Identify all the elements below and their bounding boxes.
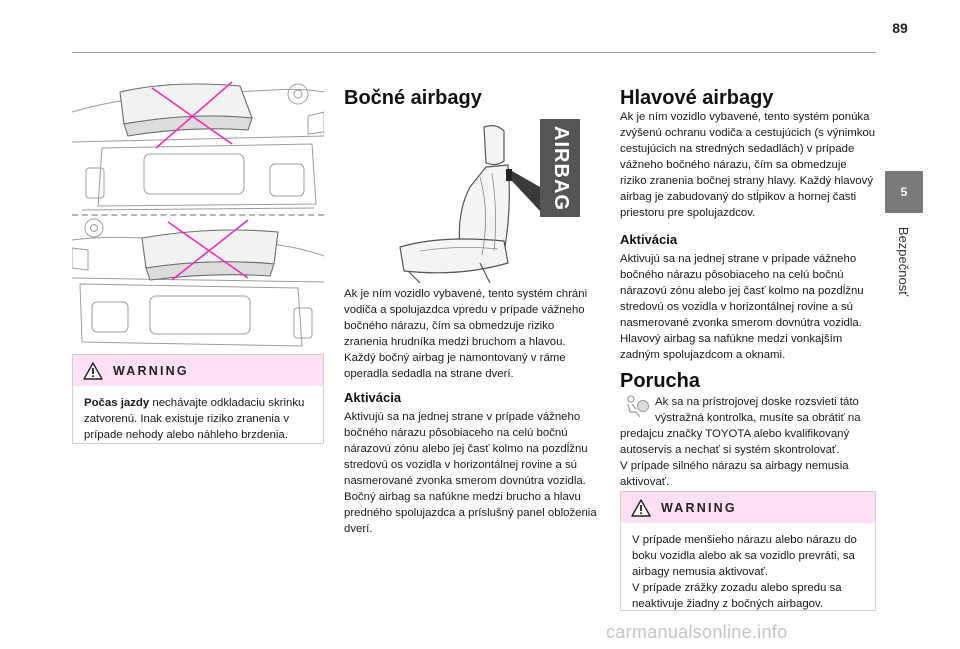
airbag-warning-lamp-icon <box>622 394 650 418</box>
side-airbags-intro: Ak je ním vozidlo vybavené, tento systém chráni vodiča a spolujazdca vpredu v prípade vážneho bočného nárazu, čím sa obmedzuje riziko zranenia hrudníka medzi bruchom a hlavou. Každý bočný airbag je namontovaný v ráme operadla sedadla na strane dverí. <box>344 288 588 380</box>
airbag-label-band <box>540 119 580 217</box>
warning-title: WARNING <box>661 500 737 515</box>
warning-title: WARNING <box>113 363 189 378</box>
chapter-tab-label[interactable]: Bezpečnosť <box>896 226 912 296</box>
fault-line-2: výstražná kontrolka, musíte sa obrátiť na <box>655 412 861 424</box>
chapter-tab-number[interactable]: 5 <box>885 171 923 213</box>
fault-text: predajcu značky TOYOTA alebo kvalifikovaný autoservis a nechať si systém skontrolovať. <box>620 428 850 456</box>
airbag-label: AIRBAG <box>549 125 572 211</box>
warning-paragraph-1: V prípade menšieho nárazu alebo nárazu do boku vozidla alebo ak sa vozidlo prevráti, sa airbagy nemusia aktivovať. <box>632 534 857 578</box>
page-number: 89 <box>892 20 908 36</box>
curtain-airbags-title: Hlavové airbagy <box>620 87 774 109</box>
fault-warning-box <box>620 491 876 611</box>
warning-paragraph-2: V prípade zrážky zozadu alebo spredu sa neaktivuje žiadny z bočných airbagov. <box>632 582 842 610</box>
side-airbags-activation-title: Aktivácia <box>344 390 402 405</box>
curtain-airbags-activation-title: Aktivácia <box>620 232 678 247</box>
warning-header <box>73 355 323 386</box>
curtain-airbags-intro: Ak je ním vozidlo vybavené, tento systém ponúka zvýšenú ochranu vodiča a cestujúcich (s výnimkou cestujúcich na stredných sedadlách) v prípade vážneho bočného nárazu, čím sa obmedzuje riziko zranenia bočnej strany hlavy. Každý hlavový airbag je zabudovaný do stĺpikov a hornej časti priestoru pre spolujazdcov. <box>620 111 876 219</box>
glovebox-warning-box <box>72 354 324 444</box>
warning-triangle-icon <box>631 499 651 517</box>
fault-text-severe: V prípade silného nárazu sa airbagy nemusia aktivovať. <box>620 460 849 488</box>
glovebox-illustration-left-hand-drive <box>72 72 324 214</box>
fault-title: Porucha <box>620 370 701 392</box>
warning-triangle-icon <box>83 362 103 380</box>
curtain-airbags-activation-text: Aktivujú sa na jednej strane v prípade vážneho bočného nárazu pôsobiaceho na celú bočnú nárazovú zónu alebo jej časť kolmo na pozdĺžnu stredovú os vozidla v horizontálnej rovine a sú nasmerované zvonka smerom dovnútra vozidla. Hlavový airbag sa nafúkne medzi vonkajším zadným spolujazdcom a oknami. <box>620 253 864 361</box>
warning-header <box>621 492 875 523</box>
warning-text: nechávajte odkladaciu skrinku zatvorenú. Inak existuje riziko zranenia v prípade nehody alebo náhleho brzdenia. <box>84 397 305 441</box>
warning-body <box>621 523 875 620</box>
watermark: carmanualsonline.info <box>606 622 788 642</box>
glovebox-illustration-right-hand-drive <box>72 218 324 352</box>
side-airbags-title: Bočné airbagy <box>344 87 482 109</box>
warning-bold-lead: Počas jazdy <box>84 397 150 409</box>
header-rule <box>72 52 876 53</box>
warning-body <box>73 386 323 451</box>
illustration-divider <box>72 214 324 216</box>
side-airbags-activation-text: Aktivujú sa na jednej strane v prípade vážneho bočného nárazu pôsobiaceho na celú bočnú nárazovú zónu alebo jej časť kolmo na pozdĺžnu stredovú os vozidla v horizontálnej rovine a sú nasmerované zvonka smerom dovnútra vozidla. Bočný airbag sa nafúkne medzi brucho a hlavu predného spolujazdca a príslušný panel obloženia dverí. <box>344 411 597 535</box>
fault-line-1: Ak sa na prístrojovej doske rozsvieti táto <box>655 396 859 408</box>
